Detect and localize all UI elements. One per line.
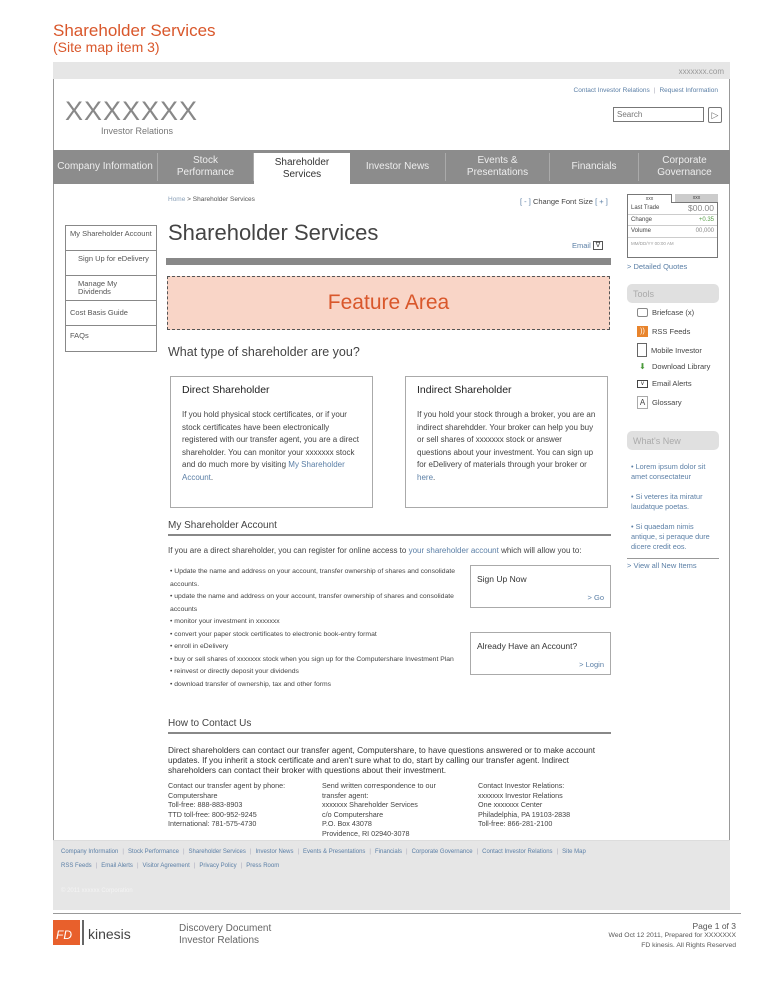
tab-shareholder-services[interactable]: Shareholder Services [254, 153, 350, 184]
tool-briefcase[interactable] [637, 308, 694, 317]
leftnav-cost-basis-guide[interactable]: Cost Basis Guide [66, 301, 156, 326]
tool-email-alerts[interactable] [637, 379, 692, 388]
footer-link[interactable]: Contact Investor Relations [482, 849, 553, 855]
page-title: Shareholder Services [168, 220, 379, 245]
contact-line: P.O. Box 43078 [322, 819, 372, 828]
news-item[interactable]: • Si veteres ita miratur laudatque poetas. [631, 492, 703, 511]
quote-value: +0.35 [698, 216, 714, 223]
news-divider [627, 558, 719, 559]
detailed-quotes-link[interactable]: > Detailed Quotes [627, 262, 688, 271]
footer-link[interactable]: Financials [374, 849, 402, 855]
breadcrumb-sep: > [185, 196, 193, 203]
contact-line: Toll-free: 866-281-2100 [478, 819, 553, 828]
contact-ir-link[interactable]: Contact Investor Relations [573, 87, 650, 94]
news-text: Si veteres ita miratur laudatque poetas. [631, 492, 703, 511]
leftnav-faqs[interactable]: FAQs [70, 331, 89, 340]
leftnav-manage-dividends[interactable]: Manage My Dividends [66, 276, 156, 301]
envelope-icon: ∨ [637, 380, 648, 388]
account-heading: My Shareholder Account [168, 520, 611, 536]
contact-line: One xxxxxxx Center [478, 800, 543, 809]
direct-text [182, 409, 361, 484]
tab-company-information[interactable]: Company Information [53, 153, 158, 181]
search-button[interactable] [708, 107, 722, 123]
font-decrease[interactable]: [ - ] [520, 197, 531, 206]
login-box [470, 632, 611, 675]
contact-line: Send written correspondence to our [322, 781, 436, 790]
tab-stock-performance[interactable]: Stock Performance [158, 153, 254, 181]
bullet-text: monitor your investment in xxxxxxx [174, 618, 280, 625]
contact-line: Contact Investor Relations: [478, 781, 565, 790]
domain-bar: xxxxxxx.com [53, 62, 730, 79]
footer-link[interactable]: Site Map [562, 849, 586, 855]
contact-line: Providence, RI 02940-3078 [322, 828, 410, 838]
contact-heading: How to Contact Us [168, 718, 611, 734]
tool-label: Download Library [652, 362, 711, 371]
logo[interactable]: XXXXXXX [65, 96, 199, 126]
footer-link[interactable]: Press Room [246, 863, 280, 869]
news-text: Si quaedam nimis antique, si peraque dure dicere credit eos. [631, 522, 710, 551]
footer-link[interactable]: Privacy Policy [199, 863, 237, 869]
glossary-icon: A [637, 396, 648, 409]
whats-new-heading: What's New [627, 431, 719, 450]
font-increase[interactable]: [ + ] [595, 197, 608, 206]
bullet-text: buy or sell shares of xxxxxxx stock when you sign up for the Computershare Investment Plan [174, 655, 454, 663]
list-item: • download transfer of ownership, tax and other forms [170, 680, 332, 688]
rss-icon: )) [637, 326, 648, 337]
news-item[interactable]: • Lorem ipsum dolor sit amet consectateur [631, 462, 706, 481]
contact-paragraph: Direct shareholders can contact our transfer agent, Computershare, to have questions answered or to make account updates. If you inherit a stock certificate and aren't sure what to do, start by calling our transfer agent. Indirect shareholders can contact their broker with questions about their investment. [168, 745, 596, 775]
sign-up-box [470, 565, 611, 608]
footer-link[interactable]: Events & Presentations [303, 849, 366, 855]
quote-value: 00,000 [695, 228, 714, 235]
contact-line: xxxxxxx Shareholder Services [322, 800, 418, 809]
go-link[interactable]: > Go [587, 593, 604, 602]
breadcrumb [168, 196, 255, 203]
document-subtitle: (Site map item 3) [53, 39, 160, 55]
breadcrumb-home[interactable]: Home [168, 196, 186, 203]
list-item: • Update the name and address on your account, transfer ownership of shares and consolidate accounts. [170, 568, 456, 588]
request-info-link[interactable]: Request Information [659, 87, 718, 94]
tab-financials[interactable]: Financials [550, 153, 639, 181]
tool-mobile[interactable] [637, 343, 702, 357]
footer-link[interactable]: Investor News [255, 849, 294, 855]
bullet-text: reinvest or directly deposit your dividends [174, 668, 299, 675]
tab-events-presentations[interactable]: Events & Presentations [446, 153, 550, 181]
email-icon[interactable]: ∇ [593, 241, 603, 250]
direct-shareholder-box [170, 376, 373, 508]
list-item: • update the name and address on your account, transfer ownership of shares and consolidate accounts [170, 593, 454, 613]
mobile-icon [637, 343, 647, 357]
tool-download[interactable] [637, 361, 710, 372]
footer-link[interactable]: Corporate Governance [411, 849, 473, 855]
tool-glossary[interactable] [637, 396, 682, 409]
tool-label: Glossary [652, 398, 682, 407]
breadcrumb-current: Shareholder Services [192, 196, 255, 203]
page-number: Page 1 of 3 [692, 921, 736, 931]
indirect-end: . [433, 472, 436, 482]
contact-line: International: 781-575-4730 [168, 819, 257, 828]
bullet-text: Update the name and address on your account, transfer ownership of shares and consolidate accounts. [170, 568, 456, 588]
page-info [609, 921, 736, 951]
document-info [179, 923, 271, 947]
login-title: Already Have an Account? [477, 641, 578, 651]
list-item: • reinvest or directly deposit your dividends [170, 668, 299, 675]
quote-row [628, 226, 717, 238]
font-size-label: Change Font Size [532, 197, 593, 206]
doc-line1: Discovery Document [179, 923, 272, 934]
sign-up-title: Sign Up Now [477, 574, 527, 584]
main-nav [53, 150, 730, 184]
prepared-for: Wed Oct 12 2011, Prepared for XXXXXXX [608, 932, 736, 939]
email-link[interactable]: Email [572, 241, 591, 250]
footer-links-row2: RSS Feeds | Email Alerts | Visitor Agreement | Privacy Policy | Press Room [61, 863, 280, 869]
tool-rss[interactable] [637, 326, 690, 337]
news-text: Lorem ipsum dolor sit amet consectateur [631, 462, 706, 481]
list-item: • buy or sell shares of xxxxxxx stock when you sign up for the Computershare Investment Plan [170, 655, 454, 663]
intro-pre: If you are a direct shareholder, you can register for online access to [168, 546, 409, 555]
quote-tab-2[interactable]: xxx [675, 194, 718, 203]
feature-area: Feature Area [167, 276, 610, 330]
tool-label: RSS Feeds [652, 327, 691, 336]
bullet-text: download transfer of ownership, tax and other forms [174, 680, 332, 688]
shareholder-account-link[interactable]: your shareholder account [408, 546, 499, 555]
direct-body: If you hold physical stock certificates, or if your stock certificates have been electronically registered with our transfer agent, you are a direct shareholder. You can monitor your xxxxxxx stock and do much more by visiting [182, 410, 359, 469]
list-item: • convert your paper stock certificates to electronic book-entry format [170, 630, 377, 638]
indirect-shareholder-box [405, 376, 608, 508]
contact-line: Contact our transfer agent by phone: [168, 781, 286, 790]
rail-anchor [626, 190, 627, 191]
account-benefits-list [170, 566, 460, 691]
contact-col-mail [322, 781, 436, 838]
footer-link[interactable]: RSS Feeds [61, 863, 92, 869]
left-nav [65, 225, 157, 352]
tool-label: Briefcase (x) [652, 308, 695, 317]
footer-links-row1: Company Information | Stock Performance | Shareholder Services | Investor News | Events & Presentations | Financials | Corporate Governance | Contact Investor Relations | Site Map [61, 849, 586, 855]
direct-title: Direct Shareholder [182, 384, 270, 396]
contact-col-ir [478, 781, 570, 829]
leftnav-sign-up-edelivery[interactable]: Sign Up for eDelivery [66, 251, 156, 276]
list-item: • monitor your investment in xxxxxxx [170, 618, 280, 625]
tool-label: Email Alerts [652, 379, 692, 388]
rights: FD kinesis. All Rights Reserved [641, 942, 736, 949]
quote-row [628, 203, 717, 215]
quote-label: Change [631, 216, 653, 223]
quote-timestamp: MM/DD/YY 00:00 AM [631, 240, 674, 246]
contact-line: Computershare [168, 790, 218, 800]
bullet-text: update the name and address on your account, transfer ownership of shares and consolidate accounts [170, 593, 454, 613]
contact-line: c/o Computershare [322, 809, 384, 819]
footer-link[interactable]: Email Alerts [101, 863, 133, 869]
intro-post: which will allow you to: [498, 546, 582, 555]
tagline: Investor Relations [101, 126, 174, 136]
search-input[interactable] [613, 107, 704, 122]
contact-line: Philadelphia, PA 19103-2838 [478, 809, 571, 819]
font-size-control [520, 197, 608, 206]
contact-col-phone [168, 781, 285, 829]
tab-corporate-governance[interactable]: Corporate Governance [657, 155, 712, 178]
stock-quote-widget [627, 202, 718, 258]
indirect-text [417, 409, 596, 484]
list-item: • enroll in eDelivery [170, 643, 229, 650]
footer-link[interactable]: Stock Performance [127, 849, 179, 855]
shareholder-type-question: What type of shareholder are you? [168, 345, 360, 359]
play-arrow-icon: ▷ [711, 110, 719, 120]
quote-row [628, 215, 717, 227]
direct-end: . [210, 472, 214, 482]
document-footer-divider [53, 913, 741, 914]
footer-link[interactable]: Shareholder Services [188, 849, 246, 855]
view-all-news-link[interactable]: > View all New Items [627, 561, 697, 570]
divider-bar [166, 258, 611, 265]
download-icon: ⬇ [639, 362, 646, 371]
quote-tab-1[interactable]: xxx [627, 194, 672, 203]
leftnav-my-shareholder-account[interactable]: My Shareholder Account [66, 226, 156, 251]
utility-links: Contact Investor Relations | Request Information [573, 87, 718, 94]
doc-line2: Investor Relations [179, 935, 260, 946]
copyright: © 2011 xxxxxx Corporation [61, 888, 133, 894]
briefcase-icon [637, 308, 648, 317]
quote-label: Volume [631, 228, 652, 235]
footer-link[interactable]: Visitor Agreement [142, 863, 190, 869]
bullet-text: enroll in eDelivery [174, 643, 229, 650]
contact-line: TTD toll-free: 800-952-9245 [168, 809, 257, 819]
tool-label: Mobile Investor [651, 345, 702, 355]
fd-logo-mark: FD [53, 920, 80, 945]
kinesis-logo-text: kinesis [88, 926, 131, 942]
news-item[interactable]: • Si quaedam nimis antique, si peraque dure dicere credit eos. [631, 522, 710, 551]
quote-value: $00.00 [688, 203, 714, 214]
quote-label: Last Trade [631, 205, 660, 212]
tab-investor-news[interactable]: Investor News [350, 153, 446, 181]
account-intro [168, 546, 582, 555]
tools-heading: Tools [627, 284, 719, 303]
indirect-title: Indirect Shareholder [417, 384, 512, 396]
document-title: Shareholder Services [53, 21, 216, 40]
contact-line: transfer agent: [322, 790, 369, 800]
logo-bar [82, 920, 84, 945]
my-shareholder-account-link[interactable]: My Shareholder Account [182, 460, 345, 482]
login-link[interactable]: > Login [579, 660, 604, 669]
contact-line: Toll-free: 888-883-8903 [168, 800, 243, 809]
indirect-body: If you hold your stock through a broker, you are an indirect sharehdder. Your broker can help you buy or sell shares of xxxxxxx stock or answer questions about your investment. You can sign up for eDelivery of materials through your broker or [417, 410, 596, 469]
here-link[interactable]: here [417, 472, 434, 482]
footer-link[interactable]: Company Information [61, 849, 119, 855]
bullet-text: convert your paper stock certificates to electronic book-entry format [174, 630, 377, 638]
contact-line: xxxxxxx Investor Relations [478, 790, 563, 800]
